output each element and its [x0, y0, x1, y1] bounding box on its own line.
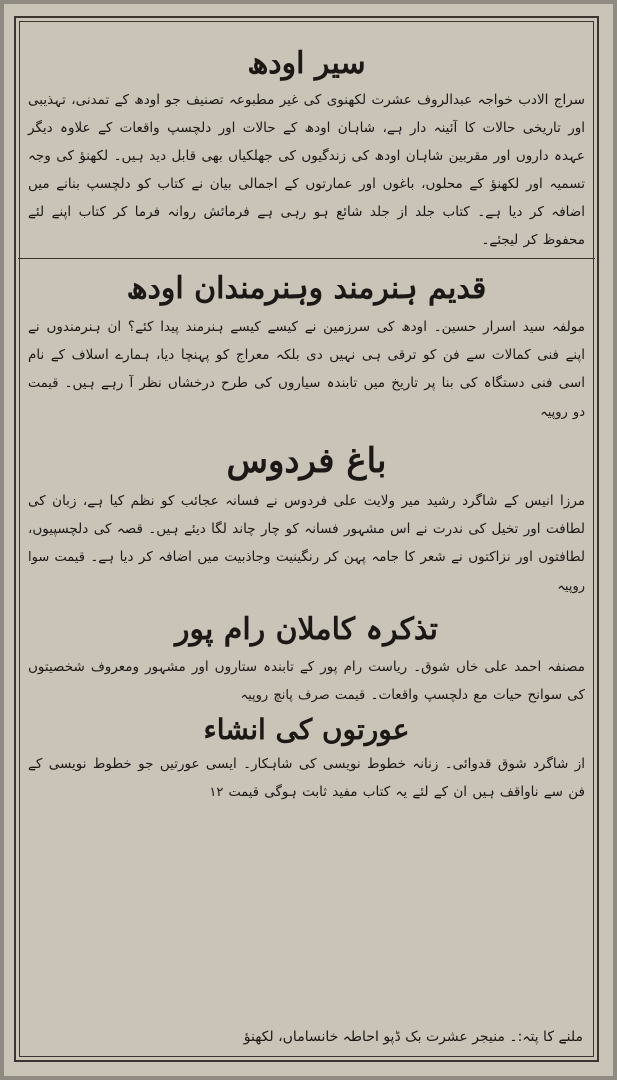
section-divider [18, 258, 595, 259]
advertisement-content [22, 24, 591, 1054]
section-auraton-ki-insha [22, 710, 591, 807]
price-label: قیمت ۱۲ [209, 785, 259, 800]
section-qadeem-hunarmand [22, 265, 591, 427]
section-title: تذکرہ کاملان رام پور [175, 612, 438, 647]
price-label: قیمت دو روپیہ [28, 376, 585, 420]
section-tazkira-kamilan [22, 607, 591, 710]
price-label: قیمت صرف پانچ روپیہ [240, 688, 366, 703]
section-body: مرزا انیس کے شاگرد رشید میر ولایت علی فردوس نے فسانہ عجائب کو نظم کیا ہے، زبان کی لطافت اور تخیل کی ندرت نے اس مشہور فسانہ کو چار چاند لگا دیئے ہیں۔ قصہ کی دلچسپیوں، لطافتوں اور نزاکتوں نے شعر کا جامہ پہن کر رنگینیت وجاذبیت میں اضافہ کر دیا ہے۔ [28, 493, 585, 565]
section-body: مولفہ سید اسرار حسین۔ اودھ کی سرزمین نے کیسے کیسے ہنرمند پیدا کئے؟ ان ہنرمندوں نے اپنے فنی کمالات سے فن کو ترقی ہی نہیں دی بلکہ معراج کو پہنچا دیا، ہمارے اسلاف کے نام اسی فنی دستگاہ کی بنا پر تاریخ میں تابندہ سیاروں کی طرح درخشاں نظر آ رہے ہیں۔ [28, 319, 585, 391]
section-title: قدیم ہنرمند وہنرمندان اودھ [126, 271, 487, 306]
section-sair-awadh [22, 42, 591, 254]
book-page [4, 4, 613, 1076]
footer-address: ملنے کا پتہ:۔ منیجر عشرت بک ڈپو احاطہ خانساماں، لکھنؤ [243, 1029, 583, 1045]
section-title: باغ فردوس [226, 441, 387, 481]
section-title: سیر اودھ [247, 46, 366, 81]
price-label: قیمت سوا روپیہ [28, 550, 585, 594]
section-title: عورتوں کی انشاء [203, 713, 410, 746]
section-body: مصنفہ احمد علی خاں شوق۔ ریاست رام پور کے تابندہ ستاروں اور مشہور ومعروف شخصیتوں کی سوانح حیات مع دلچسپ واقعات۔ [28, 659, 585, 703]
section-body: سراج الادب خواجہ عبدالروف عشرت لکھنوی کی غیر مطبوعہ تصنیف جو اودھ کے تمدنی، تہذیبی اور تاریخی حالات کا آئینہ دار ہے، شاہان اودھ کے حالات اور دلچسپ واقعات کے علاوہ دیگر عہدہ داروں اور مقربین شاہان اودھ کی زندگیوں کی جھلکیاں بھی قابل دید ہیں۔ لکھنؤ کی وجہ تسمیہ اور لکھنؤ کے محلوں، باغوں اور عمارتوں کے اجمالی بیان نے کتاب کو دلچسپ بنانے میں اضافہ کر دیا ہے۔ کتاب جلد از جلد شائع ہو رہی ہے فرمائش روانہ فرما کر کتاب اپنے لئے محفوظ کر لیجئے۔ [28, 92, 585, 248]
section-body: از شاگرد شوق قدوائی۔ زنانہ خطوط نویسی کی شاہکار۔ ایسی عورتیں جو خطوط نویسی کے فن سے ناواقف ہیں ان کے لئے یہ کتاب مفید ثابت ہوگی [28, 756, 585, 800]
section-bagh-firdaus [22, 435, 591, 601]
